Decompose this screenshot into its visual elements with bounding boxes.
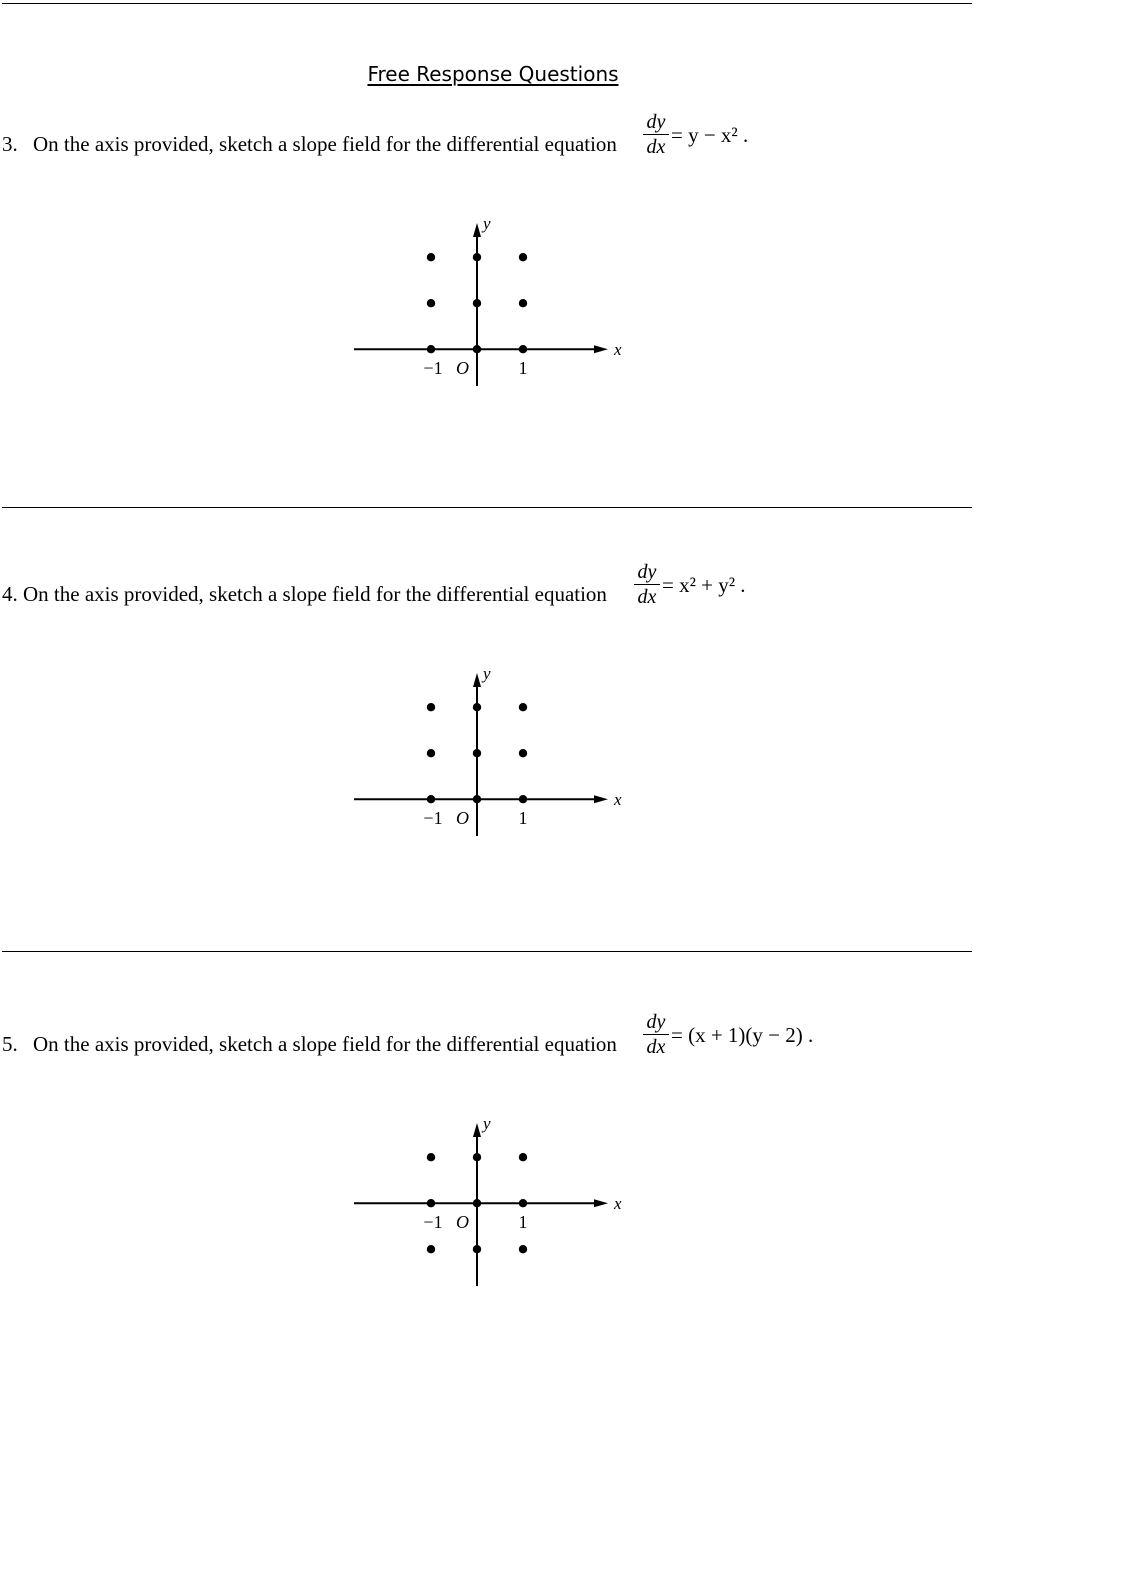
grid-point — [427, 795, 435, 803]
x-axis-label: x — [614, 340, 622, 360]
grid-point — [427, 1153, 435, 1161]
question-prompt: On the axis provided, sketch a slope field for the differential equation — [33, 132, 617, 156]
tick-label-1: 1 — [518, 808, 528, 829]
tick-label-1: 1 — [518, 1212, 528, 1233]
axes-graph-q3 — [350, 205, 640, 395]
x-axis-arrow — [594, 1199, 608, 1207]
y-axis-label: y — [483, 214, 491, 233]
grid-point — [519, 345, 527, 353]
question-text — [2, 1034, 617, 1055]
origin-label: O — [456, 358, 469, 379]
question-prompt: On the axis provided, sketch a slope field for the differential equation — [23, 582, 607, 606]
grid-point — [427, 1245, 435, 1253]
grid-point — [473, 703, 481, 711]
grid-point — [519, 1199, 527, 1207]
tick-label-minus-1: −1 — [423, 808, 443, 829]
question-text — [2, 584, 607, 605]
grid-point — [519, 1245, 527, 1253]
grid-point — [473, 1199, 481, 1207]
axes-graph-q4 — [350, 655, 640, 845]
equation-rhs: = x² + y² . — [662, 573, 746, 597]
grid-point — [473, 253, 481, 261]
equation-rhs: = (x + 1)(y − 2) . — [671, 1023, 814, 1047]
y-axis-arrow — [473, 673, 481, 687]
question-number: 5. — [2, 1032, 18, 1056]
derivative-fraction: dy dx — [643, 111, 669, 158]
grid-point — [519, 795, 527, 803]
grid-point — [473, 345, 481, 353]
top-rule — [2, 3, 972, 4]
grid-point — [473, 795, 481, 803]
section-divider — [2, 507, 972, 508]
y-axis-arrow — [473, 1123, 481, 1137]
x-axis-label: x — [614, 1194, 622, 1214]
grid-point — [473, 1153, 481, 1161]
grid-point — [519, 703, 527, 711]
grid-point — [473, 1245, 481, 1253]
x-axis-arrow — [594, 795, 608, 803]
x-axis-arrow — [594, 345, 608, 353]
grid-point — [427, 253, 435, 261]
grid-point — [519, 1153, 527, 1161]
grid-point — [519, 299, 527, 307]
grid-point — [427, 1199, 435, 1207]
question-prompt: On the axis provided, sketch a slope field for the differential equation — [33, 1032, 617, 1056]
grid-point — [473, 749, 481, 757]
y-axis-arrow — [473, 223, 481, 237]
section-divider — [2, 951, 972, 952]
tick-label-minus-1: −1 — [423, 1212, 443, 1233]
question-number: 4. — [2, 582, 18, 606]
axes-graph-q5 — [350, 1105, 640, 1295]
x-axis-label: x — [614, 790, 622, 810]
grid-point — [519, 253, 527, 261]
grid-point — [427, 299, 435, 307]
y-axis-label: y — [483, 1114, 491, 1133]
derivative-fraction: dy dx — [634, 561, 660, 608]
grid-point — [427, 749, 435, 757]
grid-point — [519, 749, 527, 757]
tick-label-minus-1: −1 — [423, 358, 443, 379]
grid-point — [473, 299, 481, 307]
y-axis-label: y — [483, 664, 491, 683]
page-title: Free Response Questions — [367, 62, 619, 86]
equation-rhs: = y − x² . — [671, 123, 749, 147]
derivative-fraction: dy dx — [643, 1011, 669, 1058]
grid-point — [427, 345, 435, 353]
origin-label: O — [456, 808, 469, 829]
question-text — [2, 134, 617, 155]
question-number: 3. — [2, 132, 18, 156]
tick-label-1: 1 — [518, 358, 528, 379]
grid-point — [427, 703, 435, 711]
origin-label: O — [456, 1212, 469, 1233]
